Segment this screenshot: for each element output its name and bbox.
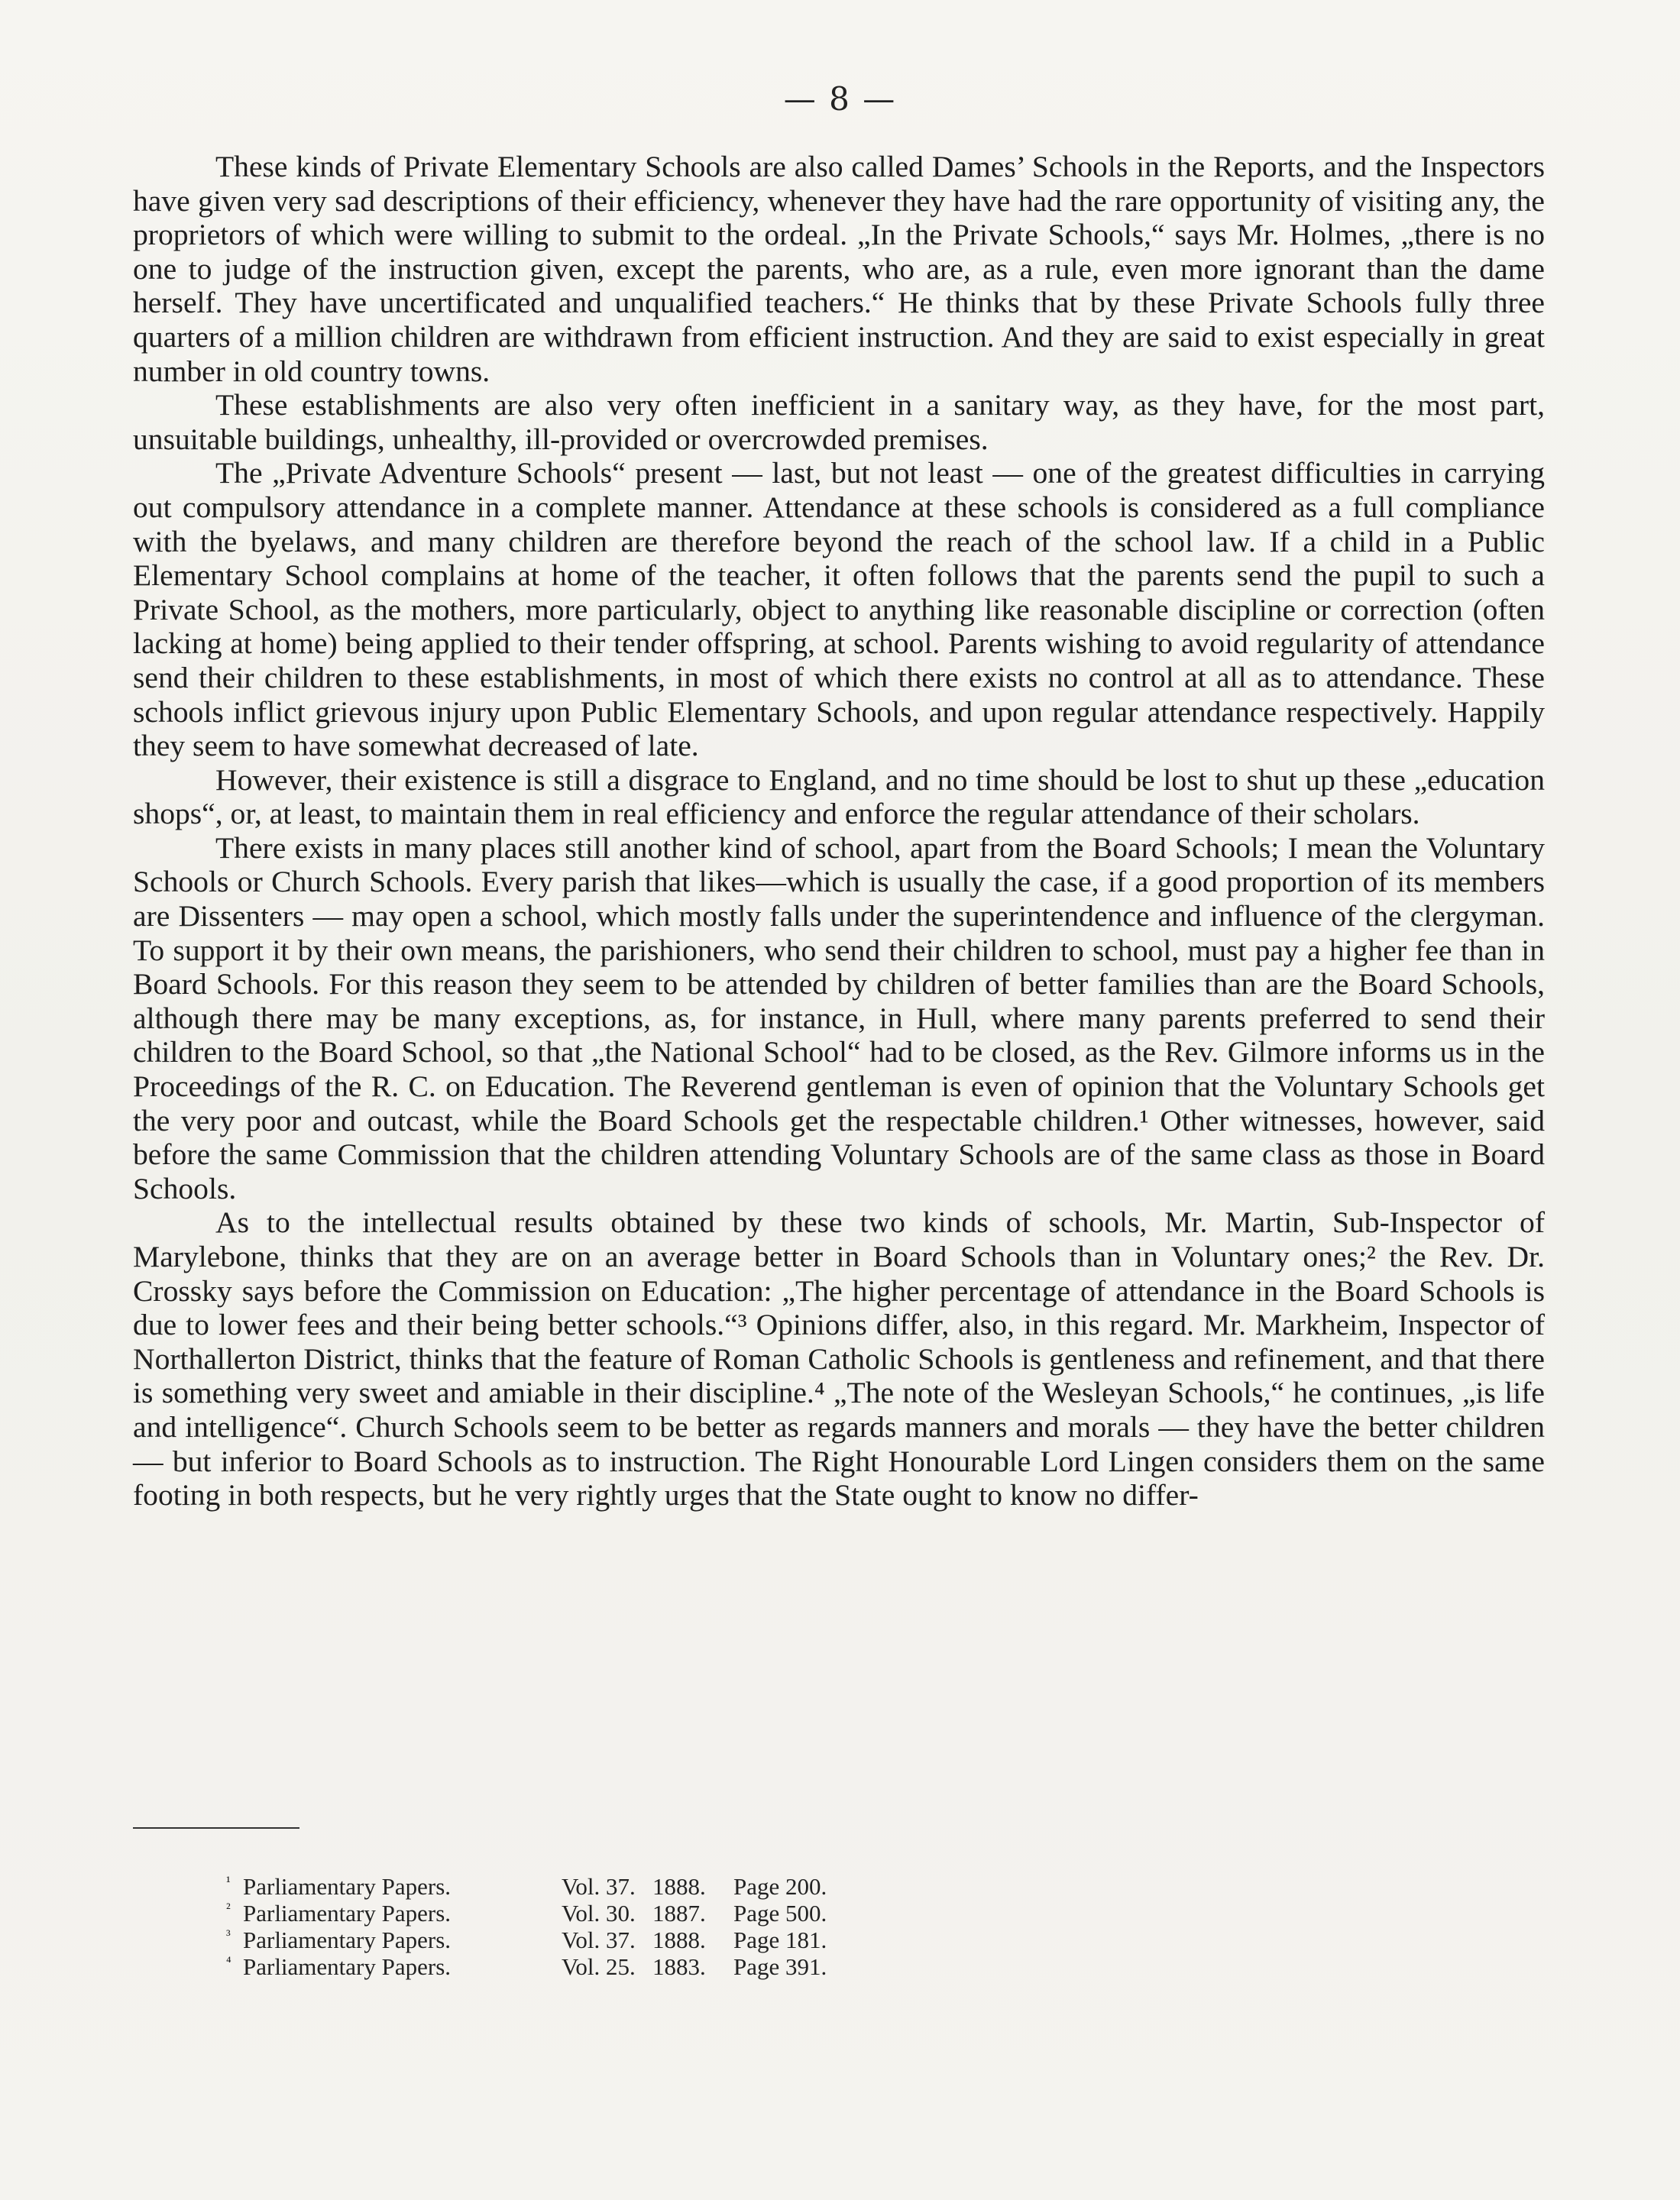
- footnote-source: Parliamentary Papers.: [243, 1900, 452, 1927]
- footnote-page: Page 500.: [733, 1900, 827, 1927]
- footnote: [226, 1900, 827, 1927]
- footnote-number: ²: [226, 1901, 231, 1917]
- footnote-volume: Vol. 37.: [562, 1927, 636, 1953]
- footnote-page: Page 200.: [733, 1873, 827, 1900]
- footnote: [226, 1953, 827, 1980]
- footnote-divider: [133, 1827, 299, 1829]
- footnote-year: 1883.: [652, 1953, 706, 1980]
- footnote-source: Parliamentary Papers.: [243, 1927, 452, 1953]
- footnote-source: Parliamentary Papers.: [243, 1873, 452, 1900]
- paragraph: These kinds of Private Elementary Schools are also called Dames’ Schools in the Reports, and the Inspectors have given very sad descriptions of their efficiency, whenever they have had the rare opportunity of visiting any, the proprietors of which were willing to submit to the ordeal. „In the Private Schools,“ says Mr. Holmes, „there is no one to judge of the instruction given, except the parents, who are, as a rule, even more ignorant than the dame herself. They have uncertificated and unqualified teachers.“ He thinks that by these Private Schools fully three quarters of a million children are withdrawn from efficient instruction. And they are said to exist especially in great number in old country towns.: [133, 150, 1545, 388]
- body-text: [133, 150, 1545, 1512]
- footnote-year: 1888.: [652, 1927, 706, 1953]
- footnote-year: 1888.: [652, 1873, 706, 1900]
- page-number: — 8 —: [783, 80, 897, 118]
- footnote: [226, 1927, 827, 1953]
- footnote-page: Page 181.: [733, 1927, 827, 1953]
- footnote-number: ⁴: [226, 1954, 231, 1970]
- footnote-year: 1887.: [652, 1900, 706, 1927]
- footnote-volume: Vol. 25.: [562, 1953, 636, 1980]
- footnote-source: Parliamentary Papers.: [243, 1953, 452, 1980]
- paragraph: These establishments are also very often inefficient in a sanitary way, as they have, for the most part, unsuitable buildings, unhealthy, ill-provided or overcrowded premises.: [133, 388, 1545, 456]
- footnote-page: Page 391.: [733, 1953, 827, 1980]
- paragraph: As to the intellectual results obtained by these two kinds of schools, Mr. Martin, Sub-Inspector of Marylebone, thinks that they are on an average better in Board Schools than in Voluntary ones;² the Rev. Dr. Crossky says before the Commission on Education: „The higher percentage of attendance in the Board Schools is due to lower fees and their being better schools.“³ Opinions differ, also, in this regard. Mr. Markheim, Inspector of Northallerton District, thinks that the feature of Roman Catholic Schools is gentleness and refinement, and that there is something very sweet and amiable in their discipline.⁴ „The note of the Wesleyan Schools,“ he continues, „is life and intelligence“. Church Schools seem to be better as regards manners and morals — they have the better children — but inferior to Board Schools as to instruction. The Right Honourable Lord Lingen considers them on the same footing in both respects, but he very rightly urges that the State ought to know no differ-: [133, 1205, 1545, 1512]
- footnote-volume: Vol. 37.: [562, 1873, 636, 1900]
- footnote-volume: Vol. 30.: [562, 1900, 636, 1927]
- footnotes: [226, 1873, 827, 1980]
- footnote-number: ³: [226, 1927, 231, 1943]
- footnote-number: ¹: [226, 1874, 231, 1890]
- paragraph: There exists in many places still another kind of school, apart from the Board Schools; I mean the Voluntary Schools or Church Schools. Every parish that likes—which is usually the case, if a good proportion of its members are Dissenters — may open a school, which mostly falls under the superintendence and influence of the clergyman. To support it by their own means, the parishioners, who send their children to school, must pay a higher fee than in Board Schools. For this reason they seem to be attended by children of better families than are the Board Schools, although there may be many exceptions, as, for instance, in Hull, where many parents preferred to send their children to the Board School, so that „the National School“ had to be closed, as the Rev. Gilmore informs us in the Proceedings of the R. C. on Education. The Reverend gentleman is even of opinion that the Voluntary Schools get the very poor and outcast, while the Board Schools get the respectable children.¹ Other witnesses, however, said before the same Commission that the children attending Voluntary Schools are of the same class as those in Board Schools.: [133, 830, 1545, 1205]
- footnote: [226, 1873, 827, 1900]
- paragraph: The „Private Adventure Schools“ present — last, but not least — one of the greatest difficulties in carrying out compulsory attendance in a complete manner. Attendance at these schools is considered as a full compliance with the byelaws, and many children are therefore beyond the reach of the school law. If a child in a Public Elementary School complains at home of the teacher, it often follows that the parents send the pupil to such a Private School, as the mothers, more particularly, object to anything like reasonable discipline or correction (often lacking at home) being applied to their tender offspring, at school. Parents wishing to avoid regularity of attendance send their children to these establishments, in most of which there exists no control at all as to attendance. These schools inflict grievous injury upon Public Elementary Schools, and upon regular attendance respectively. Happily they seem to have somewhat decreased of late.: [133, 456, 1545, 763]
- paragraph: However, their existence is still a disgrace to England, and no time should be lost to shut up these „education shops“, or, at least, to maintain them in real efficiency and enforce the regular attendance of their scholars.: [133, 762, 1545, 831]
